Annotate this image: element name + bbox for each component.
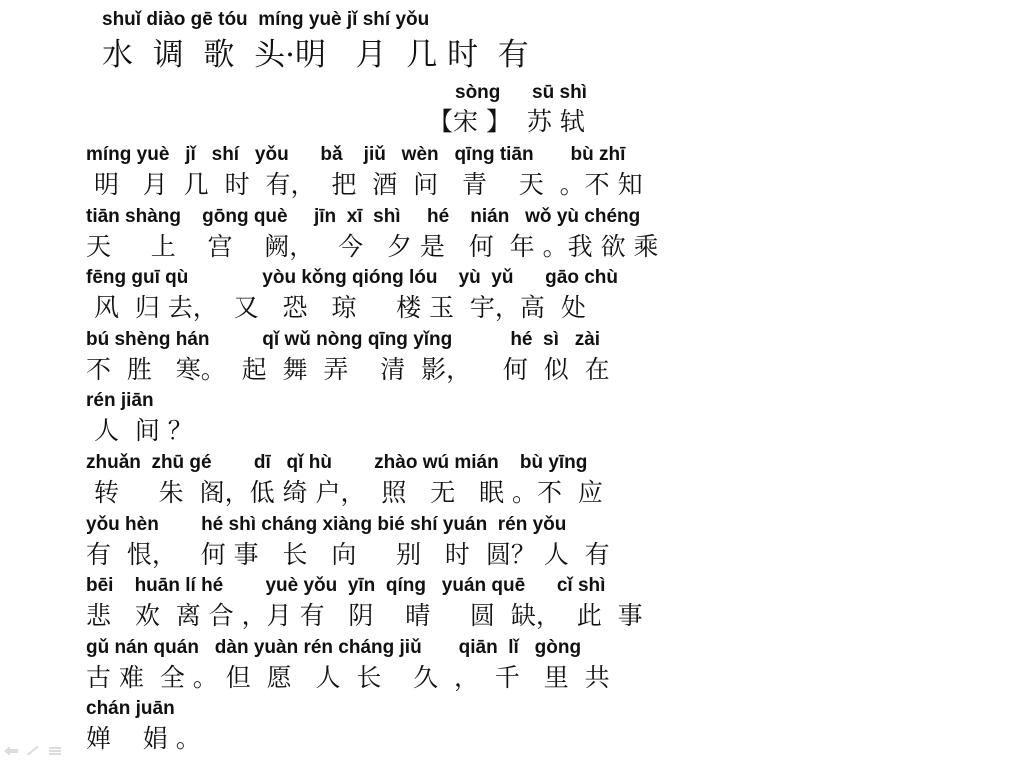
line-hanzi: 明 月 几 时 有， 把 酒 问 青 天 。不 知	[86, 170, 643, 199]
line-hanzi: 风 归 去， 又 恐 琼 楼 玉 宇，高 处	[86, 293, 586, 322]
line-hanzi: 悲 欢 离 合 ，月 有 阴 晴 圆 缺， 此 事	[86, 601, 643, 630]
line-pinyin: yǒu hèn hé shì cháng xiàng bié shí yuán rén yǒu	[86, 514, 567, 535]
line-pinyin: zhuǎn zhū gé dī qǐ hù zhào wú mián bù yīng	[86, 452, 588, 473]
line-hanzi: 有 恨， 何 事 长 向 别 时 圆？ 人 有	[86, 540, 610, 569]
line-pinyin: gǔ nán quán dàn yuàn rén cháng jiǔ qiān lǐ gòng	[86, 637, 582, 658]
line-hanzi: 古 难 全 。 但 愿 人 长 久 ， 千 里 共	[86, 663, 610, 692]
line-hanzi: 不 胜 寒。 起 舞 弄 清 影， 何 似 在	[86, 355, 610, 384]
line-pinyin: bú shèng hán qǐ wǔ nòng qīng yǐng hé sì zài	[86, 329, 601, 350]
title-pinyin: shuǐ diào gē tóu míng yuè jǐ shí yǒu	[102, 9, 430, 30]
line-pinyin: tiān shàng gōng què jīn xī shì hé nián wǒ yù chéng	[86, 206, 641, 227]
line-hanzi: 人 间 ？	[86, 416, 193, 445]
pen-icon[interactable]	[26, 743, 40, 753]
line-hanzi: 转 朱 阁，低 绮 户， 照 无 眠 。不 应	[86, 478, 603, 507]
line-hanzi: 婵 娟 。	[86, 724, 201, 753]
line-pinyin: chán juān	[86, 698, 175, 719]
author-pinyin: sòng sū shì	[455, 82, 587, 103]
line-pinyin: rén jiān	[86, 390, 154, 411]
line-hanzi: 天 上 宫 阙， 今 夕 是 何 年 。我 欲 乘	[86, 232, 659, 261]
menu-icon[interactable]	[48, 743, 62, 753]
title-hanzi: 水 调 歌 头·明 月 几 时 有	[102, 37, 529, 73]
arrow-left-icon[interactable]	[4, 743, 18, 753]
line-pinyin: míng yuè jǐ shí yǒu bǎ jiǔ wèn qīng tiān bù zhī	[86, 144, 626, 165]
slide-nav	[4, 743, 62, 753]
line-pinyin: fēng guī qù yòu kǒng qióng lóu yù yǔ gāo chù	[86, 267, 618, 288]
author-hanzi: 【宋 】 苏 轼	[428, 107, 585, 136]
line-pinyin: bēi huān lí hé yuè yǒu yīn qíng yuán quē cǐ shì	[86, 575, 606, 596]
